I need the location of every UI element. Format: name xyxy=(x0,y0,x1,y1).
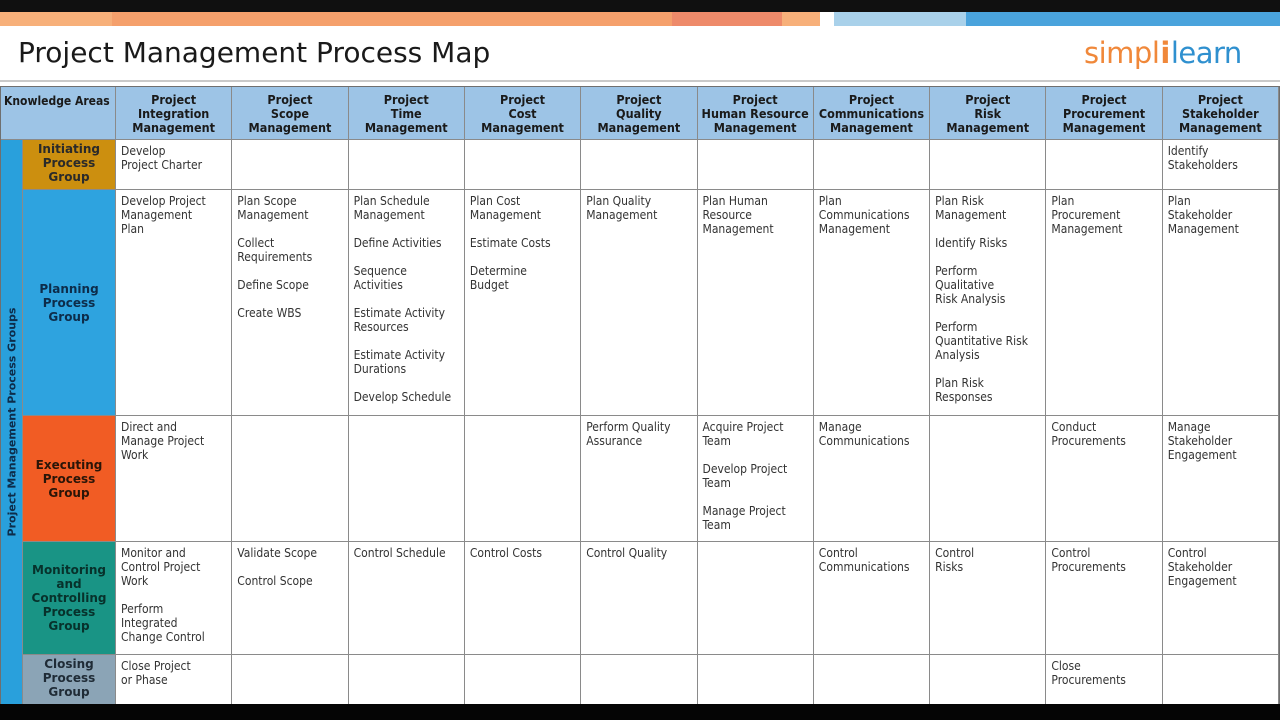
process-item: Control Quality xyxy=(586,546,668,560)
process-item: Control Stakeholder Engagement xyxy=(1167,546,1237,588)
process-item: Perform Quality Assurance xyxy=(586,420,671,448)
column-header: Project Risk Management xyxy=(930,87,1046,140)
process-item: Validate Scope xyxy=(237,546,318,560)
process-group-label: Monitoring and Controlling Process Group xyxy=(23,542,116,655)
process-item: Plan Schedule Management xyxy=(353,194,430,222)
table-cell xyxy=(349,190,465,416)
process-item: Define Scope xyxy=(237,278,309,292)
table-cell xyxy=(349,542,465,655)
table-cell xyxy=(349,655,465,705)
column-header: Project Integration Management xyxy=(116,87,232,140)
table-cell xyxy=(814,416,930,542)
process-item: Determine Budget xyxy=(469,264,527,292)
table-cell xyxy=(1046,542,1162,655)
table-cell xyxy=(814,190,930,416)
table-cell xyxy=(349,140,465,190)
table-cell xyxy=(349,416,465,542)
table-cell xyxy=(581,416,697,542)
color-stripe xyxy=(672,12,782,26)
logo-separator: i xyxy=(1160,36,1170,70)
top-bar xyxy=(0,0,1280,12)
column-header: Project Scope Management xyxy=(232,87,348,140)
column-header: Project Time Management xyxy=(349,87,465,140)
color-stripe xyxy=(966,12,1280,26)
process-item: Close Project or Phase xyxy=(121,659,191,687)
process-item: Acquire Project Team xyxy=(702,420,784,448)
table-cell xyxy=(1163,416,1279,542)
knowledge-areas-header: Knowledge Areas xyxy=(1,87,116,140)
process-item: Control Scope xyxy=(237,574,313,588)
process-item: Manage Communications xyxy=(818,420,910,448)
process-item: Estimate Activity Durations xyxy=(353,348,446,376)
process-item: Develop Schedule xyxy=(353,390,452,404)
process-item: Control Communications xyxy=(818,546,910,574)
color-stripe xyxy=(0,12,112,26)
table-cell xyxy=(930,655,1046,705)
simplilearn-logo xyxy=(1084,36,1242,70)
table-cell xyxy=(698,655,814,705)
process-groups-sidebar xyxy=(1,140,23,705)
table-cell xyxy=(930,140,1046,190)
table-cell xyxy=(116,655,232,705)
process-item: Perform Qualitative Risk Analysis xyxy=(935,264,1006,306)
table-cell xyxy=(930,190,1046,416)
table-cell xyxy=(232,190,348,416)
process-item: Manage Stakeholder Engagement xyxy=(1167,420,1237,462)
process-map-table xyxy=(0,86,1280,704)
table-cell xyxy=(814,655,930,705)
column-header: Project Quality Management xyxy=(581,87,697,140)
table-cell xyxy=(232,416,348,542)
table-cell xyxy=(581,655,697,705)
table-cell xyxy=(1046,140,1162,190)
title-divider xyxy=(0,80,1280,82)
column-header: Project Procurement Management xyxy=(1046,87,1162,140)
table-cell xyxy=(698,190,814,416)
table-cell xyxy=(116,190,232,416)
process-item: Monitor and Control Project Work xyxy=(121,546,201,588)
table-cell xyxy=(465,655,581,705)
logo-part-1: simpl xyxy=(1084,36,1160,70)
process-item: Control Procurements xyxy=(1051,546,1126,574)
table-cell xyxy=(116,140,232,190)
process-item: Control Risks xyxy=(935,546,975,574)
process-item: Plan Risk Management xyxy=(935,194,1007,222)
table-cell xyxy=(1163,542,1279,655)
color-stripe xyxy=(820,12,834,26)
process-item: Perform Integrated Change Control xyxy=(121,602,205,644)
process-item: Plan Stakeholder Management xyxy=(1167,194,1239,236)
process-item: Control Schedule xyxy=(353,546,446,560)
process-item: Plan Procurement Management xyxy=(1051,194,1123,236)
table-cell xyxy=(116,542,232,655)
table-cell xyxy=(465,542,581,655)
process-group-label: Closing Process Group xyxy=(23,655,116,705)
logo-part-2: learn xyxy=(1170,36,1242,70)
column-header: Project Stakeholder Management xyxy=(1163,87,1279,140)
process-groups-label: Project Management Process Groups xyxy=(5,307,18,537)
table-cell xyxy=(465,140,581,190)
process-item: Plan Quality Management xyxy=(586,194,658,222)
process-item: Identify Stakeholders xyxy=(1167,144,1238,172)
table-cell xyxy=(465,190,581,416)
page-title: Project Management Process Map xyxy=(18,36,491,69)
table-cell xyxy=(698,542,814,655)
process-item: Perform Quantitative Risk Analysis xyxy=(935,320,1029,362)
process-item: Identify Risks xyxy=(935,236,1008,250)
process-item: Plan Scope Management xyxy=(237,194,309,222)
table-cell xyxy=(1163,655,1279,705)
process-group-label: Planning Process Group xyxy=(23,190,116,416)
process-item: Conduct Procurements xyxy=(1051,420,1126,448)
process-item: Plan Communications Management xyxy=(818,194,910,236)
process-item: Define Activities xyxy=(353,236,442,250)
table-cell xyxy=(930,416,1046,542)
process-item: Close Procurements xyxy=(1051,659,1126,687)
color-stripes xyxy=(0,12,1280,26)
table-cell xyxy=(581,542,697,655)
process-item: Develop Project Management Plan xyxy=(121,194,206,236)
table-cell xyxy=(581,140,697,190)
process-item: Estimate Costs xyxy=(469,236,551,250)
process-item: Estimate Activity Resources xyxy=(353,306,446,334)
table-cell xyxy=(698,416,814,542)
table-cell xyxy=(465,416,581,542)
table-cell xyxy=(1046,655,1162,705)
process-group-label: Initiating Process Group xyxy=(23,140,116,190)
color-stripe xyxy=(834,12,966,26)
table-cell xyxy=(814,542,930,655)
process-item: Create WBS xyxy=(237,306,302,320)
table-cell xyxy=(814,140,930,190)
bottom-bar xyxy=(0,704,1280,720)
process-item: Manage Project Team xyxy=(702,504,786,532)
table-cell xyxy=(232,542,348,655)
process-item: Develop Project Charter xyxy=(121,144,203,172)
process-item: Plan Risk Responses xyxy=(935,376,993,404)
table-cell xyxy=(116,416,232,542)
process-item: Control Costs xyxy=(469,546,542,560)
table-cell xyxy=(1163,140,1279,190)
table-cell xyxy=(1163,190,1279,416)
process-item: Sequence Activities xyxy=(353,264,407,292)
table-cell xyxy=(930,542,1046,655)
column-header: Project Cost Management xyxy=(465,87,581,140)
color-stripe xyxy=(112,12,672,26)
process-item: Direct and Manage Project Work xyxy=(121,420,205,462)
process-group-label: Executing Process Group xyxy=(23,416,116,542)
table-cell xyxy=(232,140,348,190)
process-item: Collect Requirements xyxy=(237,236,313,264)
table-cell xyxy=(1046,416,1162,542)
color-stripe xyxy=(782,12,820,26)
process-item: Plan Human Resource Management xyxy=(702,194,774,236)
process-item: Plan Cost Management xyxy=(469,194,542,222)
column-header: Project Communications Management xyxy=(814,87,930,140)
process-item: Develop Project Team xyxy=(702,462,788,490)
table-cell xyxy=(698,140,814,190)
table-cell xyxy=(232,655,348,705)
table-cell xyxy=(581,190,697,416)
column-header: Project Human Resource Management xyxy=(698,87,814,140)
table-cell xyxy=(1046,190,1162,416)
